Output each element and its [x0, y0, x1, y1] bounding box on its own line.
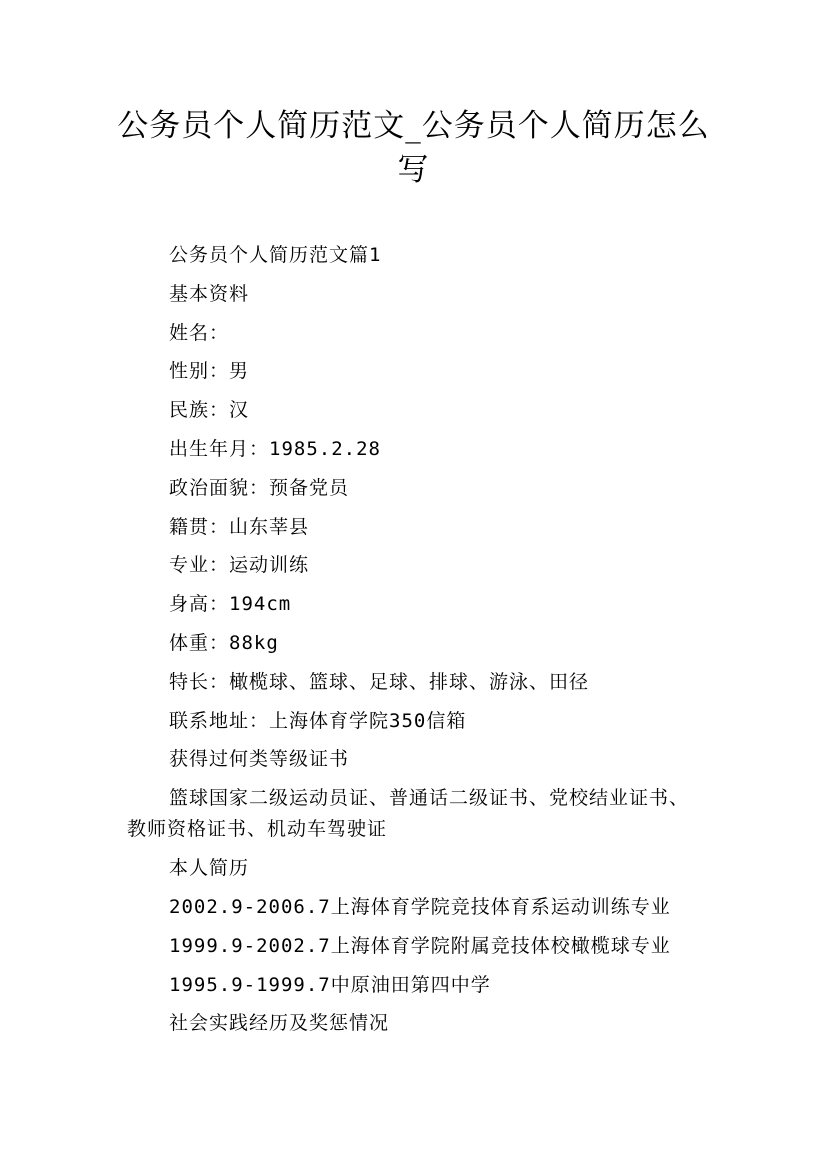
field-birth-date: 出生年月：1985.2.28 [169, 437, 381, 460]
field-weight: 体重：88kg [169, 631, 279, 654]
subsection-heading: 基本资料 [169, 282, 250, 305]
resume-heading: 本人简历 [169, 857, 250, 880]
field-height: 身高：194cm [169, 593, 292, 616]
document-title: 公务员个人简历范文_公务员个人简历怎么写 [117, 108, 710, 188]
field-ethnicity: 民族：汉 [169, 399, 250, 422]
field-specialties: 特长：橄榄球、篮球、足球、排球、游泳、田径 [169, 670, 590, 693]
certificates-list: 篮球国家二级运动员证、普通话二级证书、党校结业证书、教师资格证书、机动车驾驶证 [127, 787, 690, 841]
field-political-status: 政治面貌：预备党员 [169, 476, 350, 499]
resume-entry: 2002.9-2006.7上海体育学院竞技体育系运动训练专业 [169, 895, 671, 918]
field-address: 联系地址：上海体育学院350信箱 [169, 709, 467, 732]
field-native-place: 籍贯：山东莘县 [169, 515, 310, 538]
field-name: 姓名： [169, 321, 230, 344]
document-body [127, 236, 705, 1043]
section-heading: 公务员个人简历范文篇1 [169, 244, 382, 266]
certificates-heading: 获得过何类等级证书 [169, 748, 350, 771]
resume-entry: 1995.9-1999.7中原油田第四中学 [169, 973, 491, 996]
resume-entry: 1999.9-2002.7上海体育学院附属竞技体校橄榄球专业 [169, 934, 671, 957]
field-gender: 性别：男 [169, 360, 250, 383]
field-major: 专业：运动训练 [169, 554, 310, 577]
practice-heading: 社会实践经历及奖惩情况 [169, 1012, 390, 1035]
